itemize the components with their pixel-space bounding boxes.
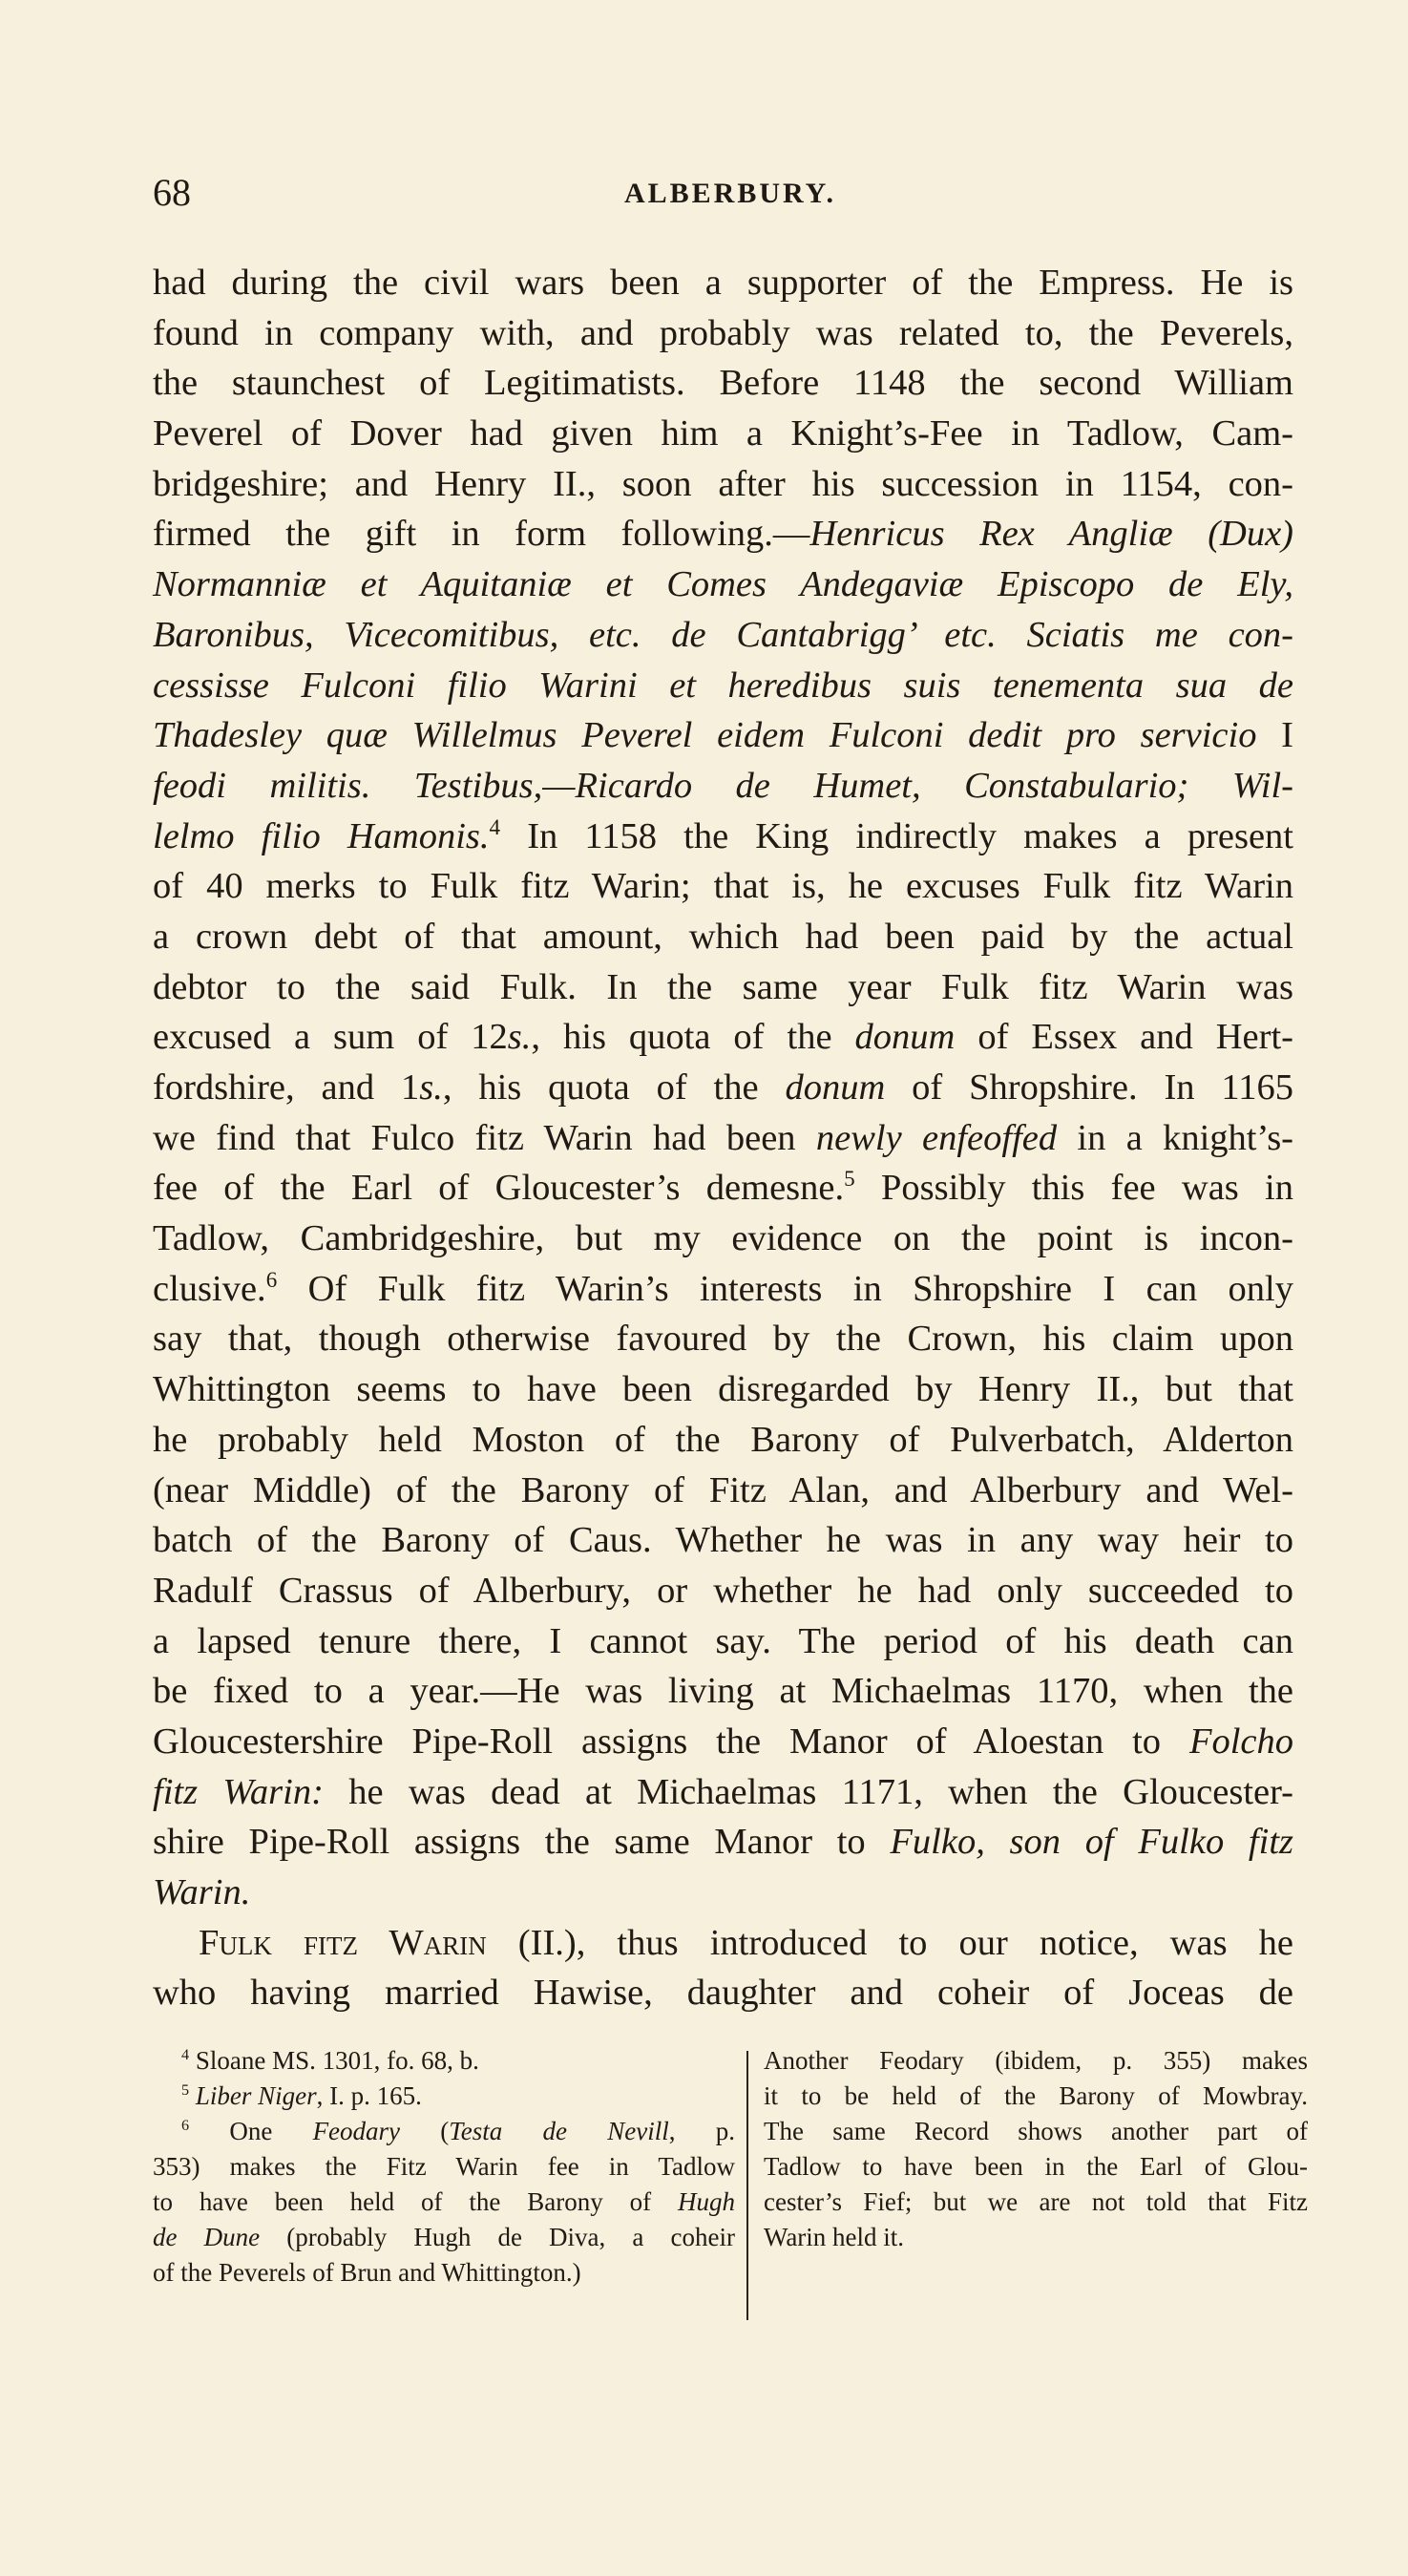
text-run: of Shropshire. In 1165	[885, 1067, 1293, 1108]
text-line	[153, 1113, 1293, 1164]
text-run: (probably Hugh de Diva, a coheir	[260, 2223, 735, 2251]
text-run: he was dead at Michaelmas 1171, when the Gloucester-	[323, 1771, 1293, 1812]
page-number: 68	[153, 171, 191, 214]
text-line: a lapsed tenure there, I cannot say. The period of his death can	[153, 1620, 1293, 1661]
italic-run: s.	[507, 1017, 532, 1058]
italic-run: Fulko, son of Fulko fitz	[890, 1822, 1294, 1863]
text-line: found in company with, and probably was related to, the Peverels,	[153, 312, 1293, 353]
footnote-marker: 5	[181, 2081, 190, 2099]
text-line	[153, 812, 1293, 862]
text-line	[153, 1163, 1293, 1214]
footnote	[153, 2079, 735, 2114]
footnotes	[153, 2043, 1308, 2330]
footnote-line: Another Feodary (ibidem, p. 355) makes	[764, 2046, 1308, 2075]
text-run: fordshire, and 1	[153, 1067, 420, 1108]
text-run: Sloane MS. 1301, fo. 68, b.	[189, 2046, 479, 2075]
text-line	[153, 1868, 1293, 1918]
text-run: Gloucestershire Pipe-Roll assigns the Manor of Aloestan to	[153, 1721, 1189, 1762]
text-line	[153, 1012, 1293, 1063]
text-line	[153, 1767, 1293, 1818]
text-run: , his quota of the	[531, 1017, 855, 1058]
latin-charter-text: Baronibus, Vicecomitibus, etc. de Cantabrigg’ etc. Sciatis me con-	[153, 614, 1293, 655]
text-run: , I. p. 165.	[316, 2081, 422, 2110]
text-line: Tadlow, Cambridgeshire, but my evidence on the point is incon-	[153, 1218, 1293, 1259]
text-line: had during the civil wars been a supporter of the Empress. He is	[153, 263, 1293, 303]
italic-run: fitz Warin:	[153, 1771, 324, 1812]
text-line: (near Middle) of the Barony of Fitz Alan, and Alberbury and Wel-	[153, 1469, 1293, 1510]
text-line	[153, 1264, 1293, 1315]
italic-run: de Dune	[153, 2223, 261, 2251]
latin-charter-text: Normanniæ et Aquitaniæ et Comes Andegaviæ Episcopo de Ely,	[153, 564, 1293, 605]
text-line: of 40 merks to Fulk fitz Warin; that is, he excuses Fulk fitz Warin	[153, 866, 1293, 907]
text-run: , p.	[668, 2117, 735, 2145]
text-line	[153, 761, 1293, 812]
italic-run: Testa de Nevill	[449, 2117, 669, 2145]
footnote-line: of the Peverels of Brun and Whittington.)	[153, 2258, 581, 2287]
text-line: Radulf Crassus of Alberbury, or whether he had only succeeded to	[153, 1570, 1293, 1611]
footnote-line: 353) makes the Fitz Warin fee in Tadlow	[153, 2152, 735, 2181]
text-run: we find that Fulco fitz Warin had been	[153, 1117, 816, 1158]
text-line	[153, 710, 1293, 761]
italic-run: s.	[419, 1067, 443, 1108]
footnote-marker: 6	[181, 2117, 190, 2134]
footnote-line: cester’s Fief; but we are not told that Fitz	[764, 2187, 1308, 2216]
latin-charter-text: feodi militis. Testibus,—Ricardo de Humet, Constabulario; Wil-	[153, 765, 1293, 806]
text-line	[153, 1918, 1293, 1969]
body-text	[153, 258, 1293, 2018]
text-run: excused a sum of 12	[153, 1017, 508, 1058]
text-line: bridgeshire; and Henry II., soon after his succession in 1154, con-	[153, 463, 1293, 504]
footnote-line: it to be held of the Barony of Mowbray.	[764, 2081, 1308, 2110]
text-line	[153, 1063, 1293, 1113]
text-run: (II.), thus introduced to our notice, was he	[486, 1922, 1293, 1963]
text-run: I	[1256, 715, 1293, 756]
latin-charter-text: cessisse Fulconi filio Warini et heredibus suis tenementa sua de	[153, 665, 1293, 706]
footnote-ref[interactable]: 6	[265, 1266, 278, 1292]
italic-run: Warin.	[153, 1872, 251, 1912]
text-run: Of Fulk fitz Warin’s interests in Shropshire I can only	[277, 1268, 1293, 1309]
latin-charter-text: Henricus Rex Angliæ (Dux)	[809, 514, 1294, 555]
italic-run: Liber Niger	[195, 2081, 317, 2110]
text-line: debtor to the said Fulk. In the same year Fulk fitz Warin was	[153, 966, 1293, 1007]
text-run: shire Pipe-Roll assigns the same Manor to	[153, 1822, 891, 1863]
footnote	[153, 2114, 735, 2149]
footnote	[153, 2043, 735, 2079]
text-run: (	[400, 2117, 450, 2145]
italic-run: Hugh	[678, 2187, 735, 2216]
text-line	[153, 560, 1293, 610]
text-line	[153, 1717, 1293, 1767]
text-line	[153, 1817, 1293, 1868]
small-caps-name: Fulk fitz Warin	[199, 1922, 487, 1963]
footnote-ref[interactable]: 5	[844, 1166, 855, 1192]
text-run: clusive.	[153, 1268, 266, 1309]
italic-run: donum	[785, 1067, 886, 1108]
column-divider	[746, 2051, 748, 2320]
footnote-line: Warin held it.	[764, 2223, 905, 2251]
footnotes-left-column	[153, 2043, 735, 2291]
footnote-ref[interactable]: 4	[489, 813, 501, 839]
italic-run: donum	[854, 1017, 956, 1058]
text-line: say that, though otherwise favoured by the Crown, his claim upon	[153, 1319, 1293, 1360]
text-run: to have been held of the Barony of	[153, 2187, 678, 2216]
text-run: firmed the gift in form following.—	[153, 514, 810, 555]
footnotes-right-column	[764, 2043, 1308, 2255]
page-header	[153, 170, 1308, 218]
text-line: Whittington seems to have been disregarded by Henry II., but that	[153, 1369, 1293, 1410]
latin-charter-text: Thadesley quæ Willelmus Peverel eidem Fulconi dedit pro servicio	[153, 715, 1257, 756]
text-line: be fixed to a year.—He was living at Michaelmas 1170, when the	[153, 1671, 1293, 1712]
text-run: fee of the Earl of Gloucester’s demesne.	[153, 1168, 845, 1209]
running-title: ALBERBURY.	[623, 178, 837, 209]
footnote-line	[153, 2185, 735, 2220]
text-line: the staunchest of Legitimatists. Before 1148 the second William	[153, 363, 1293, 404]
text-line: he probably held Moston of the Barony of Pulverbatch, Alderton	[153, 1419, 1293, 1460]
text-line	[153, 509, 1293, 560]
text-line	[153, 610, 1293, 661]
text-line	[153, 661, 1293, 711]
footnote-line: The same Record shows another part of	[764, 2117, 1308, 2145]
text-line: Peverel of Dover had given him a Knight’s-Fee in Tadlow, Cam-	[153, 413, 1293, 454]
text-line: batch of the Barony of Caus. Whether he was in any way heir to	[153, 1520, 1293, 1561]
footnote-line	[153, 2220, 735, 2255]
text-run: of Essex and Hert-	[955, 1017, 1293, 1058]
text-run: in a knight’s-	[1057, 1117, 1293, 1158]
text-line: a crown debt of that amount, which had been paid by the actual	[153, 916, 1293, 957]
latin-charter-text: lelmo filio Hamonis.	[153, 815, 490, 856]
italic-run: Feodary	[312, 2117, 401, 2145]
footnote-marker: 4	[181, 2046, 190, 2063]
text-run: Possibly this fee was in	[854, 1168, 1293, 1209]
text-line: who having married Hawise, daughter and coheir of Joceas de	[153, 1973, 1293, 2014]
text-run: One	[189, 2117, 313, 2145]
italic-run: Folcho	[1188, 1721, 1293, 1762]
text-run: , his quota of the	[442, 1067, 786, 1108]
text-run: In 1158 the King indirectly makes a present	[500, 815, 1293, 856]
footnote-line: Tadlow to have been in the Earl of Glou-	[764, 2152, 1308, 2181]
italic-run: newly enfeoffed	[815, 1117, 1058, 1158]
